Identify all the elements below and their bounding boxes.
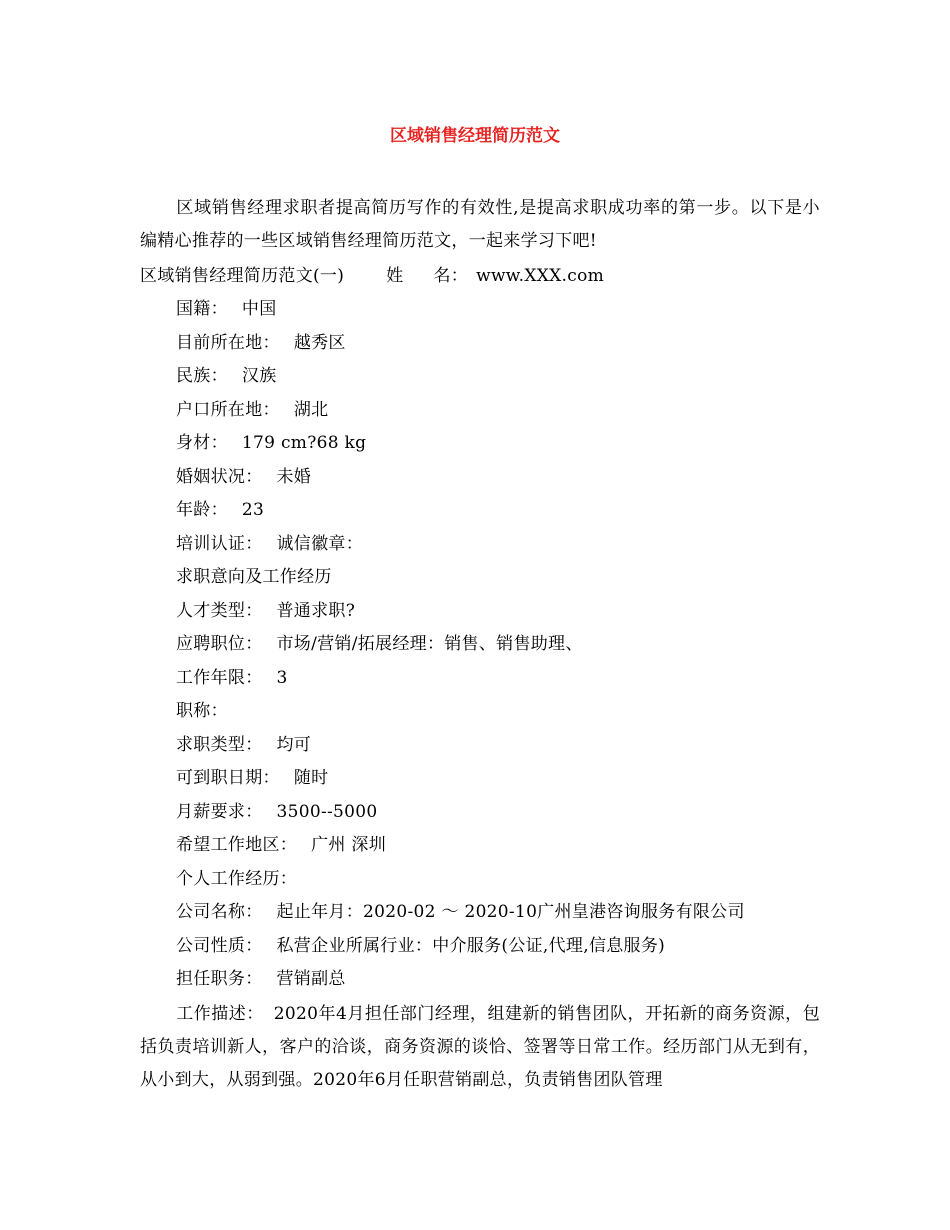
field-value: 汉族 (241, 366, 277, 386)
field-label: 个人工作经历： (176, 868, 298, 889)
field-value: 起止年月：2020-02 ～ 2020-10广州皇港咨询服务有限公司 (276, 902, 745, 922)
field-value: 未婚 (276, 466, 312, 487)
field-label: 求职意向及工作经历 (176, 567, 332, 587)
field-row (176, 632, 583, 656)
field-label: 户口所在地： (176, 399, 280, 420)
field-value: 营销副总 (276, 969, 346, 989)
field-label: 目前所在地： (176, 332, 280, 353)
field-label: 应聘职位： (176, 634, 263, 654)
name-value: www.XXX.com (476, 266, 605, 286)
field-row (176, 599, 355, 623)
field-label: 担任职务： (176, 969, 263, 989)
field-label: 民族： (176, 366, 228, 386)
field-row (176, 766, 328, 790)
field-row (176, 967, 346, 991)
field-row (176, 398, 328, 422)
field-row (176, 800, 378, 824)
field-label: 国籍： (176, 299, 228, 319)
field-label: 培训认证： (176, 533, 263, 554)
field-value: 23 (241, 500, 265, 520)
field-value: 3500--5000 (276, 801, 378, 822)
field-row (176, 331, 346, 355)
field-label: 月薪要求： (176, 801, 263, 822)
field-value: 越秀区 (293, 332, 346, 353)
field-label: 工作年限： (176, 667, 263, 688)
sample-heading: 区域销售经理简历范文(一) (140, 266, 345, 286)
document-title: 区域销售经理简历范文 (390, 126, 560, 146)
field-row (176, 934, 665, 958)
field-row (176, 297, 277, 321)
field-row (176, 867, 297, 891)
desc-label: 工作描述： (176, 1004, 264, 1024)
field-value: 均可 (276, 734, 312, 755)
field-value: 3 (276, 667, 288, 688)
field-row (176, 498, 264, 522)
sample-heading-line (140, 264, 604, 288)
desc-text: 2020年4月担任部门经理，组建新的销售团队，开拓新的商务资源，包括负责培训新人，客户的洽谈，商务资源的谈恰、签署等日常工作。经历部门从无到有，从小到大，从弱到强。2020年6月任职营销副总，负责销售团队管理 (140, 1004, 821, 1090)
field-row (176, 733, 311, 757)
field-row (176, 431, 366, 455)
field-value: 诚信徽章： (276, 533, 363, 554)
name-label: 姓 (386, 266, 404, 286)
name-label-2: 名： (433, 266, 469, 286)
field-label: 婚姻状况： (176, 466, 263, 487)
field-label: 职称： (176, 701, 228, 721)
field-value: 湖北 (293, 399, 329, 420)
intro-paragraph (140, 192, 820, 258)
field-row (176, 465, 311, 489)
field-row (176, 565, 332, 589)
work-description (140, 998, 820, 1097)
field-value: 市场/营销/拓展经理：销售、销售助理、 (276, 634, 583, 654)
intro-text: 区域销售经理求职者提高简历写作的有效性,是提高求职成功率的第一步。以下是小编精心推荐的一些区域销售经理简历范文，一起来学习下吧! (140, 198, 820, 251)
field-value: 随时 (293, 768, 329, 788)
field-value: 中国 (241, 299, 277, 319)
field-value: 179 cm?68 kg (241, 433, 367, 453)
field-row (176, 699, 228, 723)
field-row (176, 532, 363, 556)
field-label: 可到职日期： (176, 768, 280, 788)
field-row (176, 900, 745, 924)
field-label: 身材： (176, 433, 228, 453)
field-label: 人才类型： (176, 600, 263, 621)
field-label: 公司名称： (176, 902, 263, 922)
field-label: 公司性质： (176, 935, 263, 956)
field-value: 普通求职? (276, 600, 356, 621)
field-label: 年龄： (176, 500, 228, 520)
field-row (176, 833, 386, 857)
field-label: 求职类型： (176, 734, 263, 755)
field-label: 希望工作地区： (176, 835, 298, 855)
field-value: 私营企业所属行业：中介服务(公证,代理,信息服务) (276, 935, 666, 956)
field-row (176, 364, 277, 388)
field-row (176, 666, 288, 690)
field-value: 广州 深圳 (311, 835, 387, 855)
